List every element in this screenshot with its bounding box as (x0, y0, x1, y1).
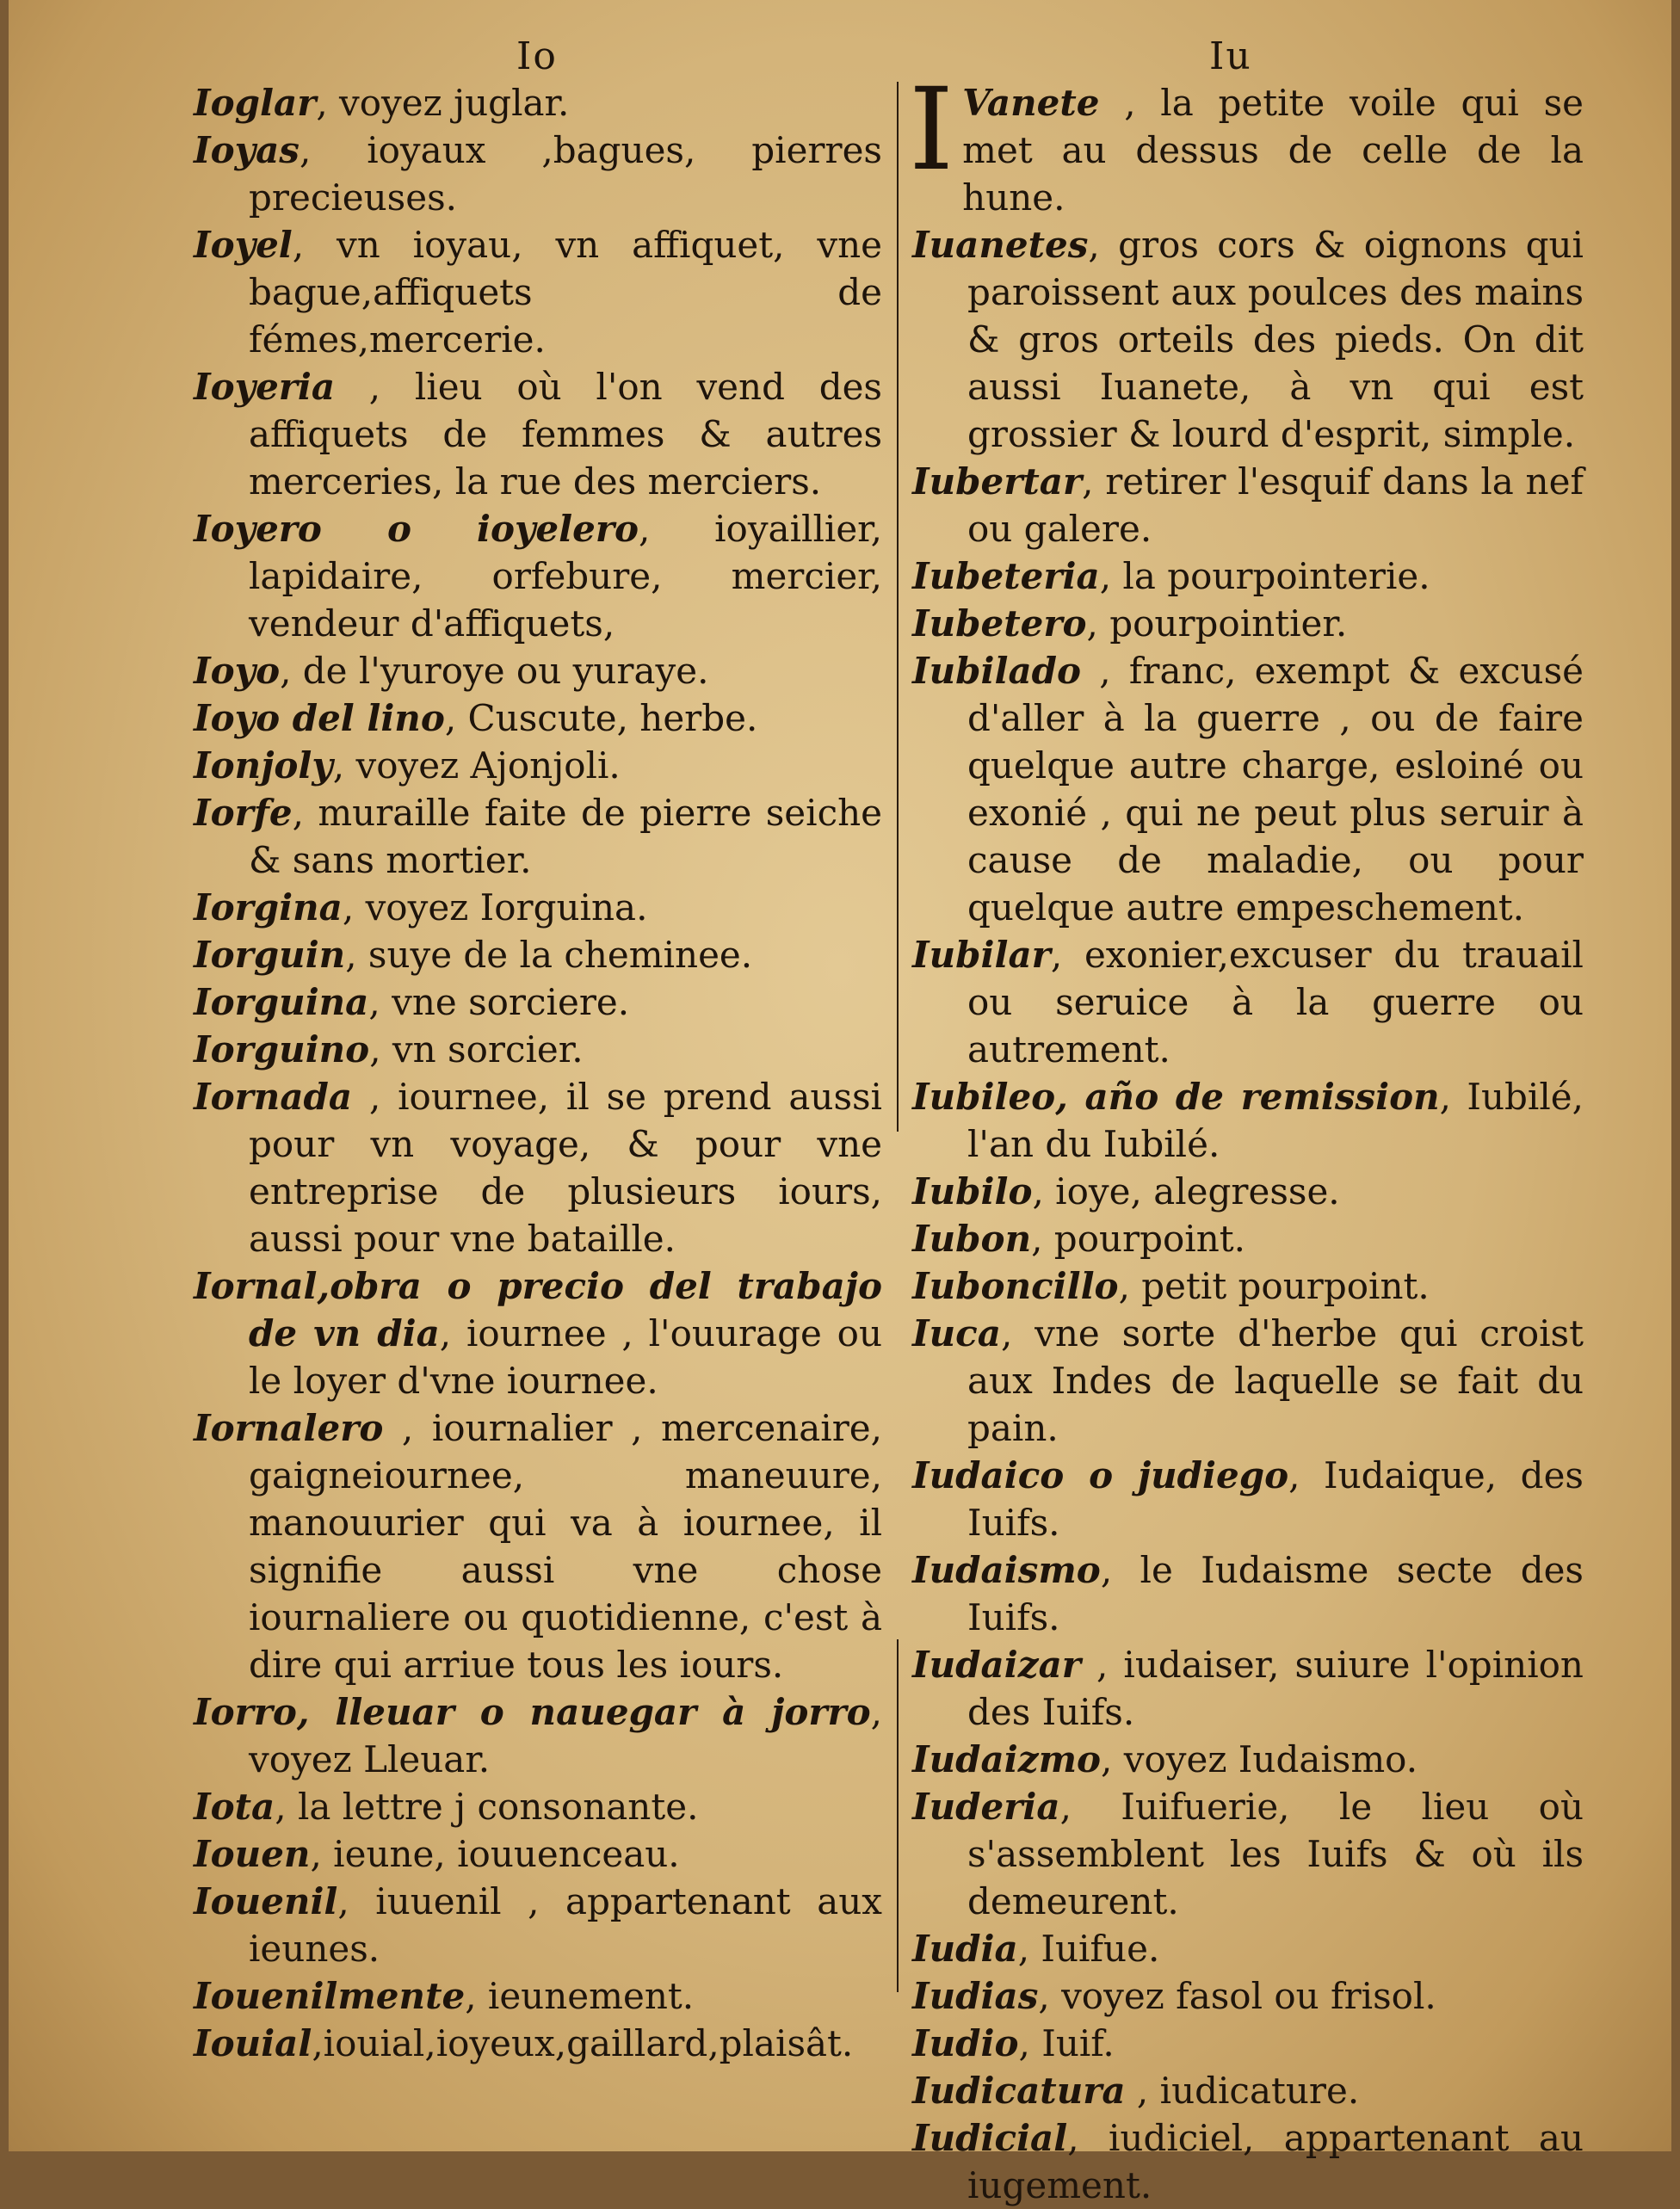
dictionary-entry (194, 694, 882, 742)
dictionary-entry (912, 1452, 1584, 1546)
entry-headword: Iuca (912, 1312, 1001, 1354)
entry-definition: , iudaiser, suiure l'opinion des Iuifs. (967, 1644, 1584, 1733)
entry-headword: Iudaico o judiego (912, 1454, 1289, 1496)
entry-headword: Ioyo del lino (194, 697, 445, 739)
dictionary-entry (912, 2114, 1584, 2209)
page-number-left: Io (516, 34, 558, 78)
dictionary-entry (194, 742, 882, 789)
entry-definition: , vne sorte d'herbe qui croist aux Indes de laquelle se fait du pain. (967, 1312, 1584, 1449)
entry-headword: Iudio (912, 2022, 1019, 2064)
dictionary-entry (194, 978, 882, 1026)
entry-headword: Iudaizmo (912, 1738, 1102, 1780)
dictionary-entry (912, 931, 1584, 1073)
dictionary-entry (912, 1972, 1584, 2020)
entry-headword: Iouen (194, 1833, 311, 1875)
dictionary-entry (912, 1641, 1584, 1736)
entry-headword: Iubetero (912, 602, 1087, 645)
dictionary-entry (194, 221, 882, 363)
entry-headword: Iubeteria (912, 555, 1100, 597)
entry-headword: Iuboncillo (912, 1265, 1119, 1307)
dictionary-entry (194, 363, 882, 505)
entry-definition: , pourpoint. (1031, 1218, 1245, 1260)
entry-definition: , franc, exempt & excusé d'aller à la guerre , ou de faire quelque autre charge, esloiné ou exonié , qui ne peut plus seruir à cause de maladie, ou pour quelque autre empeschement. (967, 650, 1584, 929)
entry-definition: , Iuifue. (1017, 1928, 1160, 1970)
entry-definition: , petit pourpoint. (1118, 1265, 1430, 1307)
entry-definition: , iournee, il se prend aussi pour vn voyage, & pour vne entreprise de plusieurs iours, aussi pour vne bataille. (249, 1076, 882, 1260)
entry-definition: , voyez Lleuar. (249, 1691, 882, 1780)
entry-definition: , voyez Iudaismo. (1101, 1738, 1418, 1780)
entry-definition: , le Iudaisme secte des Iuifs. (967, 1549, 1584, 1638)
dictionary-entry (194, 789, 882, 884)
entry-definition: , voyez fasol ou frisol. (1038, 1975, 1436, 2017)
entry-headword: Ioyo (194, 650, 281, 692)
entry-definition: , suye de la cheminee. (345, 934, 753, 976)
entry-definition: , exonier,excuser du trauail ou seruice à la guerre ou autrement. (967, 934, 1584, 1071)
dictionary-entry (194, 884, 882, 931)
entry-headword: Iudicatura (912, 2070, 1126, 2112)
dictionary-entry (912, 1262, 1584, 1310)
dictionary-entry (912, 2067, 1584, 2114)
dictionary-entry (912, 1925, 1584, 1972)
dictionary-entry (912, 1168, 1584, 1215)
entry-definition: , la pourpointerie. (1099, 555, 1430, 597)
dictionary-entry (194, 1830, 882, 1878)
entry-definition: , iudicature. (1125, 2070, 1360, 2112)
column-divider (897, 82, 899, 1132)
entry-definition: , voyez Iorguina. (342, 886, 648, 929)
dictionary-entry (194, 1878, 882, 1972)
entry-headword: Iuanetes (912, 224, 1089, 266)
entry-definition: , retirer l'esquif dans la nef ou galere. (967, 460, 1584, 550)
entry-definition: ,iouial,ioyeux,gaillard,plaisât. (312, 2022, 854, 2064)
entry-headword: Iorguino (194, 1028, 370, 1071)
dictionary-entry (912, 552, 1584, 600)
entry-definition: , de l'yuroye ou yuraye. (280, 650, 709, 692)
entry-headword: Iornal,obra o precio del trabajo de vn dia (194, 1265, 882, 1354)
dictionary-entry (912, 1546, 1584, 1641)
entry-headword: Iubilado (912, 650, 1082, 692)
dictionary-entry (194, 1262, 882, 1404)
entry-definition: , iournalier , mercenaire, gaigneiournee, maneuure, manouurier qui va à iournee, il signifie aussi vne chose iournaliere ou quotidienne, c'est à dire qui arriue tous les iours. (249, 1407, 882, 1686)
dictionary-entry (194, 79, 882, 126)
entry-headword: Iota (194, 1786, 275, 1828)
entry-headword: Iouenil (194, 1880, 338, 1922)
entry-definition: , lieu où l'on vend des affiquets de femmes & autres merceries, la rue des merciers. (249, 366, 882, 503)
dictionary-entry (909, 64, 1584, 221)
entry-headword: Iubilo (912, 1170, 1033, 1212)
entry-definition: , vne sorciere. (368, 981, 630, 1023)
entry-headword: Iorro, lleuar o nauegar à jorro (194, 1691, 871, 1733)
entry-headword: Iouenilmente (194, 1975, 466, 2017)
entry-headword: Ionjoly (194, 744, 333, 787)
entry-headword: Iornalero (194, 1407, 384, 1449)
column-divider-lower (897, 1639, 899, 1992)
dictionary-entry (194, 2020, 882, 2067)
entry-definition: , Iubilé, l'an du Iubilé. (967, 1076, 1584, 1165)
entry-headword: Iouial (194, 2022, 312, 2064)
dictionary-entry (912, 458, 1584, 552)
entry-definition: , Iuif. (1018, 2022, 1115, 2064)
entry-definition: , vn sorcier. (369, 1028, 584, 1071)
dictionary-entry (194, 1972, 882, 2020)
entry-definition: , voyez Ajonjoli. (332, 744, 621, 787)
entry-definition: , gros cors & oignons qui paroissent aux poulces des mains & gros orteils des pieds. On dit aussi Iuanete, à vn qui est grossier & lourd d'esprit, simple. (967, 224, 1584, 455)
dictionary-entry (912, 221, 1584, 458)
entry-headword: Iubilar (912, 934, 1051, 976)
entry-definition: , pourpointier. (1086, 602, 1348, 645)
entry-headword: Iudaismo (912, 1549, 1101, 1591)
entry-definition: , Cuscute, herbe. (444, 697, 758, 739)
left-column (194, 79, 882, 2067)
entry-definition: , la petite voile qui se met au dessus de celle de la hune. (962, 82, 1584, 219)
entry-definition: , voyez juglar. (316, 82, 570, 124)
dictionary-entry (194, 1073, 882, 1262)
entry-headword: Iubon (912, 1218, 1032, 1260)
entry-headword: Ioyel (194, 224, 293, 266)
entry-headword: Iorguina (194, 981, 369, 1023)
entry-definition: , vn ioyau, vn affiquet, vne bague,affiquets de fémes,mercerie. (249, 224, 882, 361)
entry-definition: , muraille faite de pierre seiche & sans mortier. (249, 792, 882, 881)
entry-definition: , iudiciel, appartenant au iugement. (967, 2117, 1584, 2206)
entry-definition: , ieunement. (465, 1975, 695, 2017)
entry-headword: Iudaizar (912, 1644, 1081, 1686)
entry-headword: Iorguin (194, 934, 346, 976)
dictionary-page (9, 0, 1671, 2206)
dictionary-entry (912, 1310, 1584, 1452)
entry-headword: Iuderia (912, 1786, 1060, 1828)
dictionary-entry (912, 1215, 1584, 1262)
dictionary-entry (194, 1783, 882, 1830)
entry-headword: Iubileo, año de remission (912, 1076, 1440, 1118)
dictionary-entry (194, 505, 882, 647)
dictionary-entry (194, 1404, 882, 1688)
entry-headword: Ioyeria (194, 366, 336, 408)
drop-cap: I (909, 64, 954, 196)
page-number-right: Iu (1209, 34, 1252, 78)
dictionary-entry (912, 647, 1584, 931)
dictionary-entry (194, 126, 882, 221)
right-column (909, 64, 1584, 2209)
dictionary-entry (912, 600, 1584, 647)
dictionary-entry (194, 931, 882, 978)
dictionary-entry (194, 1688, 882, 1783)
dictionary-entry (194, 647, 882, 694)
entry-definition: , ioye, alegresse. (1032, 1170, 1340, 1212)
dictionary-entry (194, 1026, 882, 1073)
entry-definition: , Iudaique, des Iuifs. (967, 1454, 1584, 1544)
dictionary-entry (912, 1783, 1584, 1925)
entry-definition: , ieune, iouuenceau. (310, 1833, 680, 1875)
entry-definition: , iournee , l'ouurage ou le loyer d'vne iournee. (249, 1312, 882, 1402)
entry-headword: Iudicial (912, 2117, 1068, 2159)
entry-definition: , Iuifuerie, le lieu où s'assemblent les Iuifs & où ils demeurent. (967, 1786, 1584, 1922)
entry-definition: , iuuenil , appartenant aux ieunes. (249, 1880, 882, 1970)
entry-headword: Ioyero o ioyelero (194, 508, 639, 550)
entry-headword: Vanete (962, 82, 1100, 124)
entry-headword: Iudias (912, 1975, 1039, 2017)
entry-definition: , la lettre j consonante. (275, 1786, 699, 1828)
entry-headword: Iubertar (912, 460, 1083, 503)
entry-headword: Ioglar (194, 82, 317, 124)
entry-definition: , ioyaux ,bagues, pierres precieuses. (249, 129, 882, 219)
dictionary-entry (912, 2020, 1584, 2067)
entry-headword: Iorgina (194, 886, 343, 929)
entry-definition: , ioyaillier, lapidaire, orfebure, mercier, vendeur d'affiquets, (249, 508, 882, 645)
entry-headword: Iorfe (194, 792, 293, 834)
entry-headword: Iudia (912, 1928, 1018, 1970)
entry-headword: Iornada (194, 1076, 353, 1118)
dictionary-entry (912, 1736, 1584, 1783)
dictionary-entry (912, 1073, 1584, 1168)
entry-headword: Ioyas (194, 129, 300, 171)
